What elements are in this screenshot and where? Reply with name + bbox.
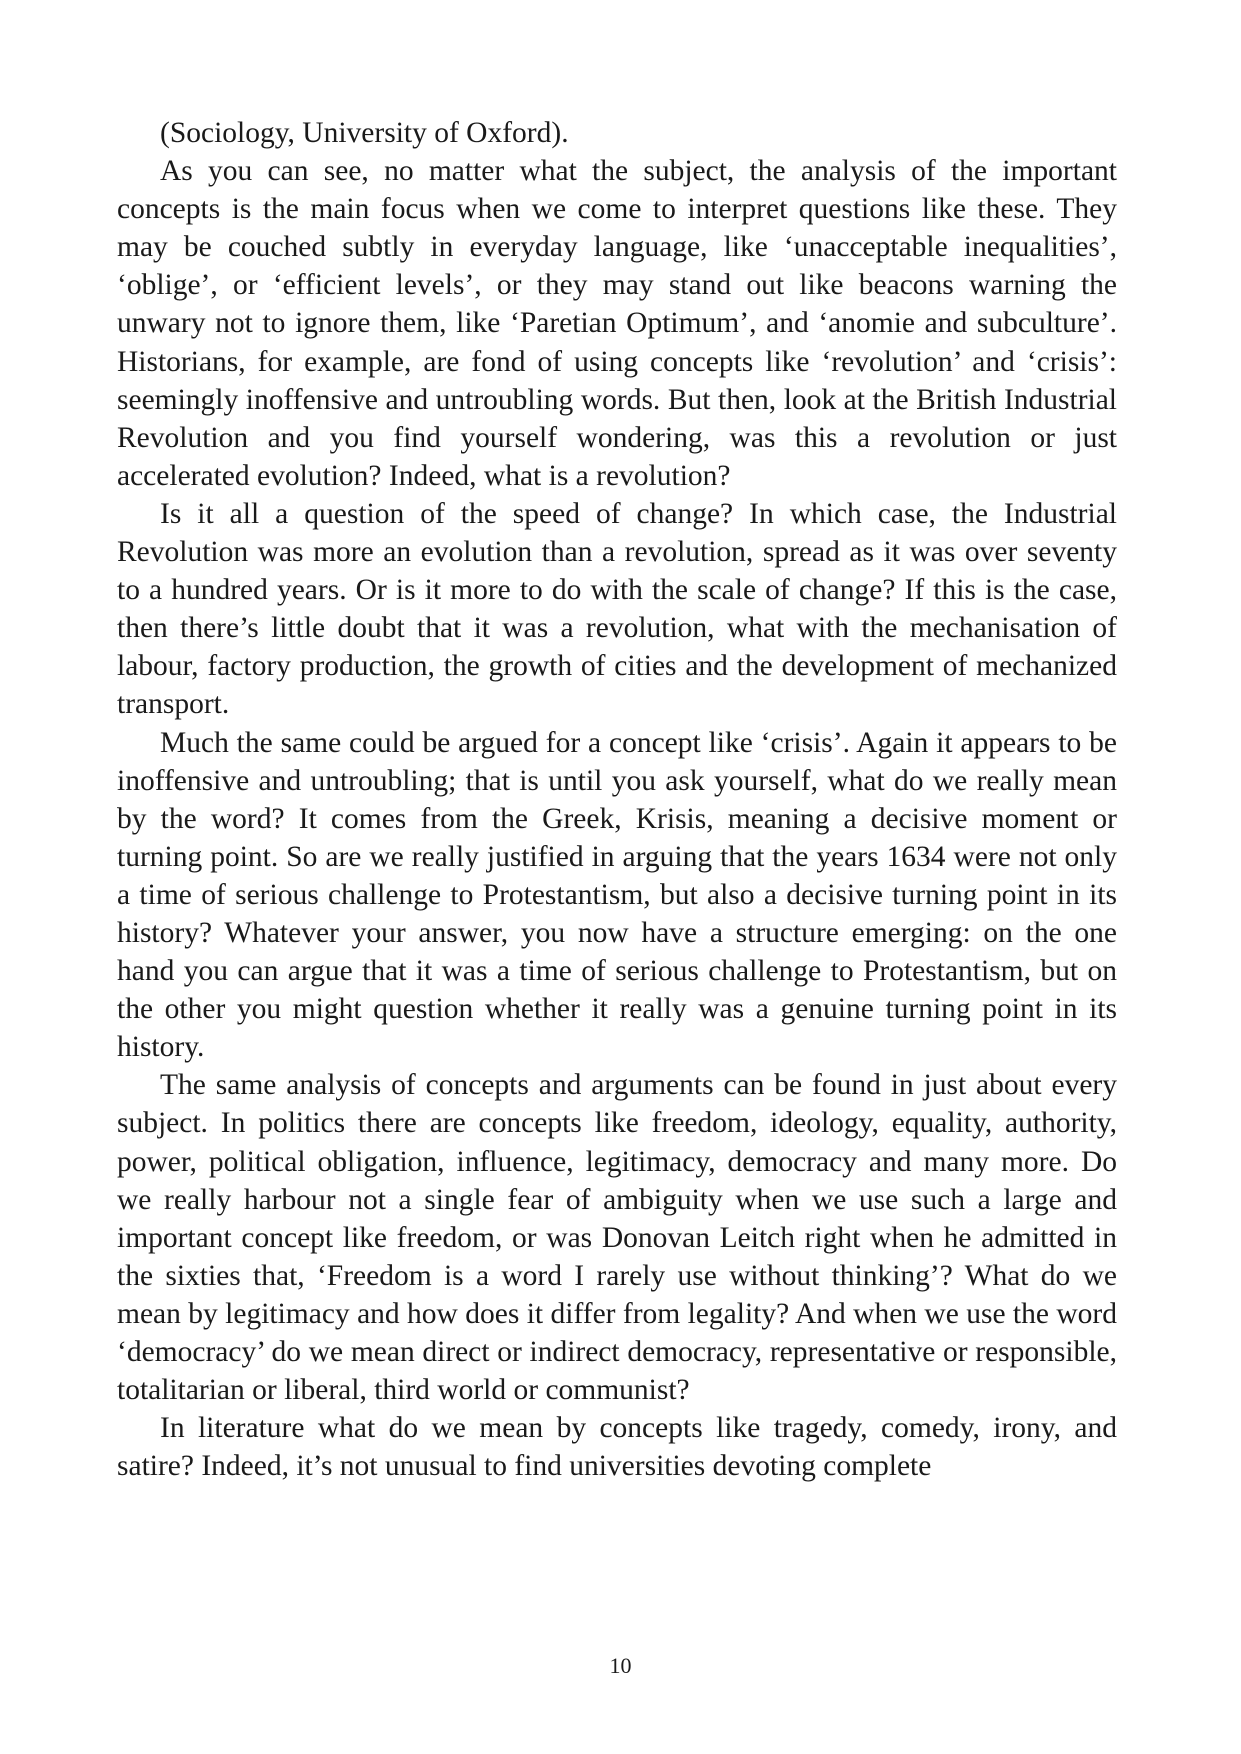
paragraph-speed-of-change: Is it all a question of the speed of change? In which case, the Industrial Revolution was more an evolution than a revolution, spread as it was over seventy to a hundred years. Or is it more to do with the scale of change? If this is the case, then there’s little doubt that it was a revolution, what with the mechanisation of labour, factory production, the growth of cities and the development of mechanized transport. — [117, 497, 1117, 721]
body-text — [117, 114, 1117, 1485]
paragraph-literature-concepts: In literature what do we mean by concepts like tragedy, comedy, irony, and satire? Indeed, it’s not unusual to find universities devoting complete — [117, 1412, 1117, 1483]
paragraph-politics-concepts: The same analysis of concepts and arguments can be found in just about every subject. In politics there are concepts like freedom, ideology, equality, authority, power, political obligation, influence, legitimacy, democracy and many more. Do we really harbour not a single fear of ambiguity when we use such a large and important concept like freedom, or was Donovan Leitch right when he admitted in the sixties that, ‘Freedom is a word I rarely use without thinking’? What do we mean by legitimacy and how does it differ from legality? And when we use the word ‘democracy’ do we mean direct or indirect democracy, representative or responsible, totalitarian or liberal, third world or communist? — [117, 1069, 1117, 1407]
page-number: 10 — [609, 1653, 632, 1678]
paragraph-important-concepts: As you can see, no matter what the subject, the analysis of the important concepts is the main focus when we come to interpret questions like these. They may be couched subtly in everyday language, like ‘unacceptable inequalities’, ‘oblige’, or ‘efficient levels’, or they may stand out like beacons warning the unwary not to ignore them, like ‘Paretian Optimum’, and ‘anomie and subculture’. Historians, for example, are fond of using concepts like ‘revolution’ and ‘crisis’: seemingly inoffensive and untroubling words. But then, look at the British Industrial Revolution and you find yourself wondering, was this a revolution or just accelerated evolution? Indeed, what is a revolution? — [117, 155, 1117, 492]
paragraph-crisis-concept: Much the same could be argued for a concept like ‘crisis’. Again it appears to be inoffensive and untroubling; that is until you ask yourself, what do we really mean by the word? It comes from the Greek, Krisis, meaning a decisive moment or turning point. So are we really justified in arguing that the years 1634 were not only a time of serious challenge to Protestantism, but also a decisive turning point in its history? Whatever your answer, you now have a structure emerging: on the one hand you can argue that it was a time of serious challenge to Protestantism, but on the other you might question whether it really was a genuine turning point in its history. — [117, 726, 1117, 1064]
paragraph-citation-continuation: (Sociology, University of Oxford). — [160, 117, 569, 149]
